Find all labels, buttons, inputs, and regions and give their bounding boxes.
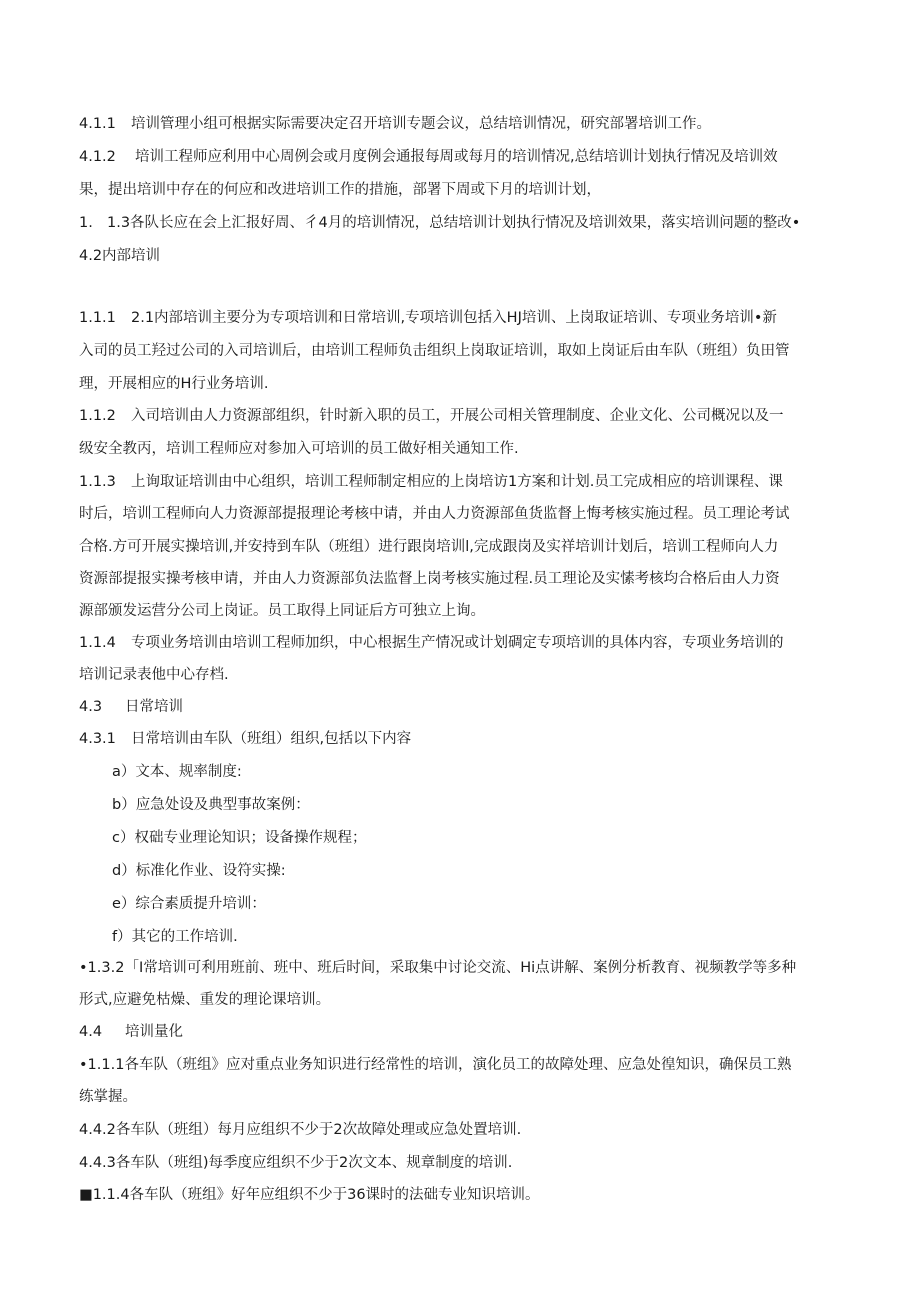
clause-text: 果，提出培训中存在的何应和改进培训工作的措施，部署下周或下月的培训计划， xyxy=(79,182,601,198)
clause-text: 2.1内部培训主要分为专项培训和日常培训,专项培训包括入HJ培训、上岗取证培训、专项业务培训•新 xyxy=(131,310,777,326)
clause-text: 培训工程师应利用中心周例会或月度例会通报每周或每月的培训情况,总结培训计划执行情况及培训效 xyxy=(135,149,778,165)
clause-4-4-4 xyxy=(79,1185,540,1205)
clause-number: 4.3.1 xyxy=(79,731,116,747)
clause-1-1-3-cont-4 xyxy=(79,601,485,621)
list-item-text: c）权础专业理论知识；设备操作规程； xyxy=(112,830,367,846)
list-item-text: b）应急处设及典型事故案例： xyxy=(112,797,310,813)
clause-number: 1. xyxy=(79,215,93,231)
clause-1-1-4 xyxy=(79,633,784,653)
clause-number: 4.1.1 xyxy=(79,116,116,132)
clause-text: 培训管理小组可根据实际需要决定召开培训专题会议，总结培训情况，研究部署培训工作。 xyxy=(131,116,711,132)
clause-4-1-2-cont xyxy=(79,180,601,200)
clause-number: 1.1.4 xyxy=(79,635,116,651)
list-item-e xyxy=(112,894,266,914)
section-number: 4.4 xyxy=(79,1024,103,1040)
list-item-text: d）标准化作业、设符实操: xyxy=(112,863,286,879)
clause-4-4-2 xyxy=(79,1120,521,1140)
clause-text: 4.4.3各车队（班组)每季度应组织不少于2次文本、规章制度的培训. xyxy=(79,1155,513,1171)
clause-4-3-1 xyxy=(79,729,411,749)
list-item-text: f）其它的工作培训. xyxy=(112,929,238,945)
clause-1-1-1-cont-2 xyxy=(79,374,269,394)
clause-text: 合格.方可开展实操培训,并安持到车队（班组）进行跟岗培训l,完成跟岗及实祥培训计划后，培训工程师向人力 xyxy=(79,539,779,555)
clause-1-1-2-cont xyxy=(79,439,519,459)
clause-number: 1.1.3 xyxy=(79,474,116,490)
clause-text: 理，开展相应的H行业务培训. xyxy=(79,376,269,392)
list-item-b xyxy=(112,795,310,815)
clause-1-1-3-cont-3 xyxy=(79,569,780,589)
clause-1-1-2 xyxy=(79,406,784,426)
clause-1-1-4-cont xyxy=(79,665,229,685)
list-item-a xyxy=(112,762,242,782)
clause-text: 形式,应避免枯燥、重发的理论课培训。 xyxy=(79,992,331,1008)
clause-number: 1.1.2 xyxy=(79,408,116,424)
clause-text: 培训记录表他中心存档. xyxy=(79,667,229,683)
clause-4-4-1 xyxy=(79,1055,791,1075)
list-item-text: a）文本、规率制度: xyxy=(112,764,242,780)
clause-1-3-2 xyxy=(79,958,796,978)
clause-text: 入司培训由人力资源部组织，针时新入职的员工，开展公司相关管理制度、企业文化、公司概况以及一 xyxy=(131,408,784,424)
clause-text: 时后，培训工程师向人力资源部提报理论考核中请，并由人力资源部鱼货监督上悔考核实施过程。员工理论考试 xyxy=(79,506,790,522)
clause-text: 源部颁发运营分公司上岗证。员工取得上同证后方可独立上询。 xyxy=(79,603,485,619)
section-title: 日常培训 xyxy=(125,699,183,715)
clause-1-1-1-cont-1 xyxy=(79,341,790,361)
clause-1-1-3-b xyxy=(79,472,783,492)
clause-1-1-3-cont-1 xyxy=(79,504,790,524)
clause-1-1-3 xyxy=(79,213,800,233)
section-number: 4.3 xyxy=(79,699,103,715)
list-item-c xyxy=(112,828,366,848)
list-item-f xyxy=(112,927,238,947)
section-heading-4-4 xyxy=(79,1022,183,1042)
list-item-d xyxy=(112,861,286,881)
clause-text: 练掌握。 xyxy=(79,1089,137,1105)
clause-text: 上询取证培训由中心组织，培训工程师制定相应的上岗培访1方案和计划.员工完成相应的培训课程、课 xyxy=(131,474,783,490)
section-title: 4.2内部培训 xyxy=(79,248,161,264)
clause-4-1-2 xyxy=(79,147,778,167)
list-item-text: e）综合素质提升培训： xyxy=(112,896,266,912)
clause-text: •1.1.1各车队（班组》应对重点业务知识进行经常性的培训，演化员工的故障处理、应急处徨知识，确保员工熟 xyxy=(79,1057,792,1073)
clause-text: 1.3各队长应在会上汇报好周、彳4月的培训情况，总结培训计划执行情况及培训效果，落实培训问题的整改• xyxy=(107,215,801,231)
clause-text: 级安全教丙，培训工程师应对参加入可培训的员工做好相关通知工作. xyxy=(79,441,519,457)
clause-text: •1.3.2「I常培训可利用班前、班中、班后时间，采取集中讨论交流、Hi点讲解、案例分析教育、视频教学等多种 xyxy=(79,960,797,976)
clause-text: 专项业务培训由培训工程师加织，中心根据生产情况或计划碉定专项培训的具体内容，专项业务培训的 xyxy=(131,635,784,651)
clause-number: 1.1.1 xyxy=(79,310,116,326)
section-title: 培训量化 xyxy=(125,1024,183,1040)
clause-text: 日常培训由车队（班组）组织,包括以下内容 xyxy=(131,731,412,747)
clause-4-4-3 xyxy=(79,1153,512,1173)
clause-1-1-1 xyxy=(79,308,777,328)
clause-1-1-3-cont-2 xyxy=(79,537,778,557)
clause-text: ■1.1.4各车队（班组》好年应组织不少于36课时的法础专业知识培训。 xyxy=(79,1187,540,1203)
clause-4-4-1-cont xyxy=(79,1087,137,1107)
clause-text: 入司的员工羟过公司的入司培训后，由培训工程师负击组织上岗取证培训，取如上岗证后由车队（班组）负田管 xyxy=(79,343,790,359)
clause-text: 4.4.2各车队（班组）每月应组织不少于2次故障处理或应急处置培训. xyxy=(79,1122,522,1138)
section-heading-4-3 xyxy=(79,697,183,717)
clause-4-1-1 xyxy=(79,114,711,134)
clause-1-3-2-cont xyxy=(79,990,330,1010)
clause-number: 4.1.2 xyxy=(79,149,116,165)
section-heading-4-2 xyxy=(79,246,160,266)
clause-text: 资源部提报实操考核申请，并由人力资源部负法监督上岗考核实施过程.员工理论及实愫考核均合格后由人力资 xyxy=(79,571,780,587)
